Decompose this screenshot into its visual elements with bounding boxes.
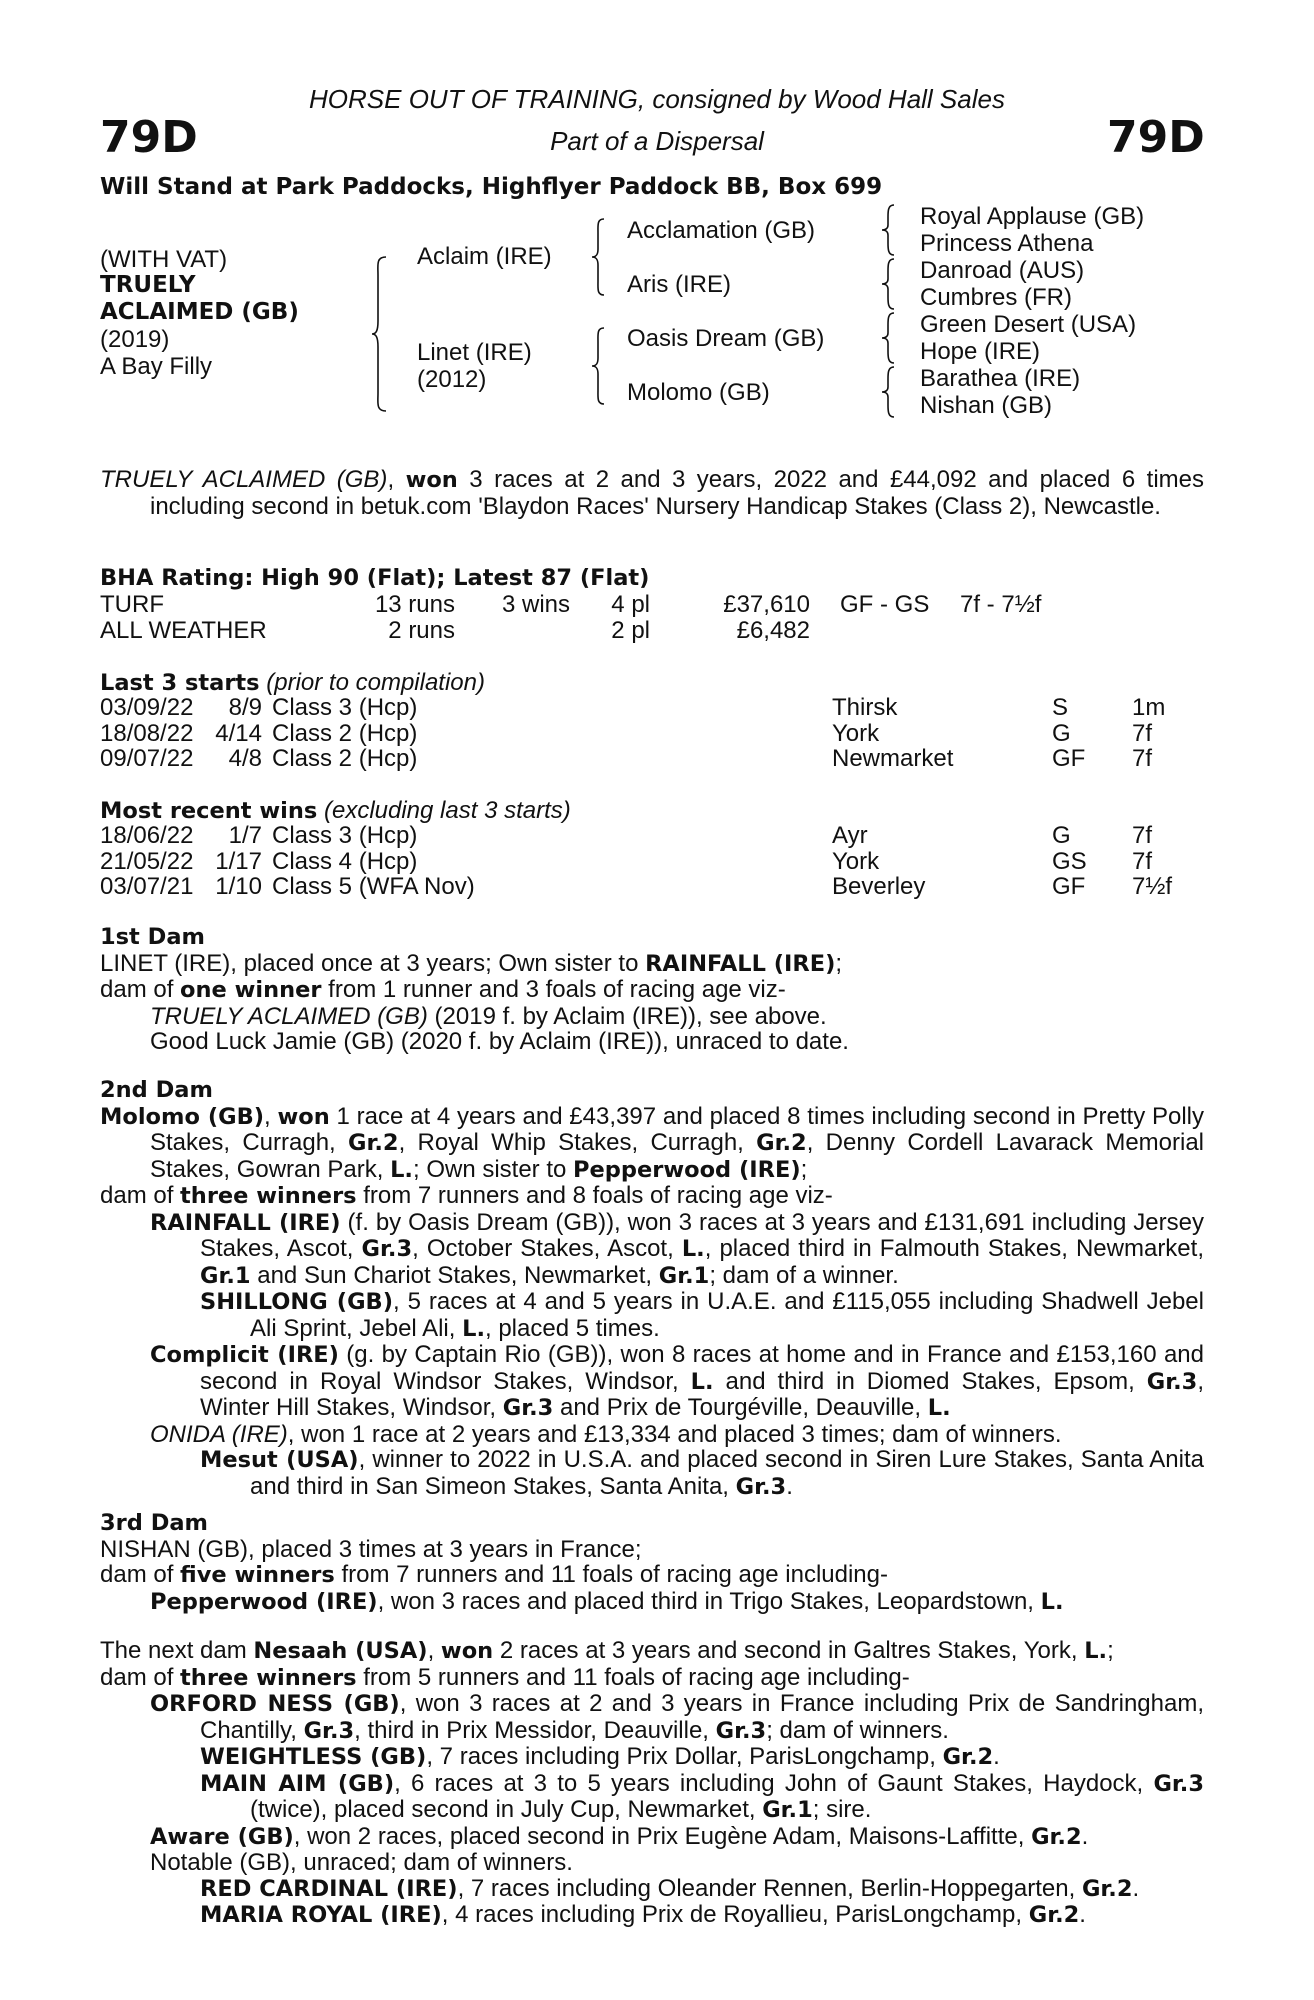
- pedigree-g3: Danroad (AUS): [920, 257, 1085, 284]
- last3-row: [100, 746, 1165, 772]
- text-run: , 5 races at 4 and 5 years in U.A.E. and £115,055 including Shadwell Jebel Ali Sprint, Jebel Ali,: [250, 1288, 1204, 1342]
- win-distance: 7½f: [1132, 873, 1173, 900]
- third-dam-heading: 3rd Dam: [100, 1510, 208, 1536]
- text-run: and Sun Chariot Stakes, Newmarket,: [250, 1261, 659, 1289]
- start-distance: 7f: [1132, 745, 1153, 772]
- produce-name: Pepperwood (IRE): [150, 1588, 378, 1615]
- horse-description: A Bay Filly: [100, 353, 213, 380]
- text-run: , winner to 2022 in U.S.A. and placed second in Siren Lure Stakes, Santa Anita and third in San Simeon Stakes, Santa Anita,: [250, 1446, 1204, 1500]
- text-run: , won 3 races at 2 and 3 years in France including Prix de Sandringham, Chantilly,: [200, 1690, 1204, 1744]
- text-run: ,: [427, 1637, 441, 1664]
- rating-runs: 13 runs: [374, 591, 455, 618]
- rating-runs: 2 runs: [388, 616, 455, 644]
- start-class: Class 3 (Hcp): [272, 694, 418, 721]
- text-run: ;: [800, 1155, 808, 1183]
- dispersal-line: Part of a Dispersal: [550, 126, 764, 156]
- produce-text: (2019 f. by Aclaim (IRE)), see above.: [427, 1002, 827, 1030]
- start-position: 4/8: [228, 745, 262, 772]
- produce-name: WEIGHTLESS (GB): [200, 1744, 427, 1770]
- text-run: Notable (GB), unraced; dam of winners.: [150, 1849, 573, 1876]
- horse-name-line1: TRUELY: [100, 272, 196, 298]
- first-dam-sister: RAINFALL (IRE): [645, 950, 836, 977]
- pedigree-sire-sire: Acclamation (GB): [627, 217, 816, 244]
- rating-surface: TURF: [100, 591, 164, 618]
- win-distance: 7f: [1132, 847, 1153, 875]
- recent-note: (excluding last 3 starts): [323, 797, 571, 824]
- race-summary: TRUELY ACLAIMED (GB), won 3 races at 2 and 3 years, 2022 and £44,092 and placed 6 times including second in betuk.com 'Blaydon Races' Nursery Handicap Stakes (Class 2), Newcastle.: [100, 466, 1204, 520]
- rating-row-turf: [100, 592, 1041, 618]
- winners-count: three winners: [180, 1664, 357, 1691]
- win-position: 1/17: [215, 847, 262, 875]
- rating-going: [810, 618, 960, 644]
- grade-label: Gr.2: [756, 1130, 807, 1156]
- text-run: ; dam of a winner.: [709, 1261, 899, 1289]
- start-going: S: [1052, 694, 1069, 721]
- grade-label: L.: [462, 1315, 485, 1342]
- winners-count: three winners: [180, 1183, 357, 1209]
- recent-row: [100, 823, 1172, 849]
- second-dam-section: [100, 1078, 1204, 1500]
- rating-going: GF - GS: [840, 591, 930, 618]
- last3-row: [100, 721, 1165, 747]
- text-run: , third in Prix Messidor, Deauville,: [354, 1716, 716, 1744]
- grade-label: L.: [681, 1236, 705, 1262]
- last3-note: (prior to compilation): [266, 669, 485, 696]
- summary-won: won: [405, 467, 458, 493]
- grade-label: L.: [390, 1156, 413, 1183]
- summary-text: 3 races at 2 and 3 years, 2022 and £44,092 and placed 6 times including second in betuk.com 'Blaydon Races' Nursery Handicap Stakes (Class 2), Newcastle.: [150, 466, 1204, 520]
- rating-distance: [960, 618, 1041, 644]
- grade-label: Gr.3: [502, 1395, 554, 1421]
- grade-label: Gr.3: [1153, 1770, 1204, 1797]
- pedigree-brace-sire: [590, 217, 608, 297]
- pedigree-brace-g4: [880, 365, 898, 419]
- start-position: 4/14: [215, 719, 262, 747]
- pedigree-sire: Aclaim (IRE): [417, 243, 552, 270]
- win-going: G: [1052, 822, 1071, 849]
- win-distance: 7f: [1132, 822, 1153, 849]
- pedigree-brace-g1: [880, 203, 898, 257]
- grade-label: Gr.2: [1031, 1823, 1082, 1850]
- rating-placed: 2 pl: [611, 616, 650, 644]
- win-class: Class 3 (Hcp): [272, 822, 418, 849]
- text-run: from 7 runners and 8 foals of racing age viz-: [356, 1182, 833, 1209]
- produce-name: TRUELY ACLAIMED (GB): [150, 1002, 428, 1030]
- grade-label: Gr.1: [762, 1797, 813, 1823]
- grade-label: L.: [1040, 1588, 1064, 1615]
- pedigree-g6: Hope (IRE): [920, 338, 1041, 365]
- text-run: .: [1132, 1874, 1140, 1902]
- text-run: won: [277, 1103, 330, 1130]
- second-dam-name: Molomo (GB): [100, 1103, 265, 1130]
- produce-name: Aware (GB): [150, 1823, 294, 1850]
- pedigree-g4: Cumbres (FR): [920, 284, 1073, 311]
- text-run: and Prix de Tourgéville, Deauville,: [553, 1394, 928, 1421]
- win-going: GF: [1052, 873, 1086, 900]
- recent-heading: Most recent wins: [100, 798, 318, 824]
- produce-name: Mesut (USA): [200, 1447, 359, 1473]
- grade-label: Gr.3: [715, 1717, 767, 1744]
- rating-surface: ALL WEATHER: [100, 616, 267, 644]
- pedigree-dam-dam: Molomo (GB): [627, 379, 770, 406]
- horse-year: (2019): [100, 326, 170, 353]
- text-run: , won 2 races, placed second in Prix Eugène Adam, Maisons-Laffitte,: [293, 1822, 1032, 1850]
- rating-heading: BHA Rating: High 90 (Flat); Latest 87 (Flat): [100, 565, 650, 591]
- win-date: 21/05/22: [100, 847, 194, 875]
- third-dam-section: [100, 1511, 1204, 1615]
- rating-table: [100, 592, 1041, 643]
- win-position: 1/7: [228, 822, 262, 849]
- first-dam-section: [100, 925, 1204, 1055]
- win-going: GS: [1052, 847, 1087, 875]
- win-class: Class 4 (Hcp): [272, 847, 418, 875]
- text-run: , 6 races at 3 to 5 years including John of Gaunt Stakes, Haydock,: [394, 1769, 1154, 1797]
- start-date: 09/07/22: [100, 745, 194, 772]
- grade-label: Gr.3: [735, 1473, 787, 1500]
- grade-label: Gr.2: [1081, 1875, 1133, 1902]
- recent-row: [100, 849, 1172, 875]
- start-date: 18/08/22: [100, 719, 194, 747]
- text-run: , October Stakes, Ascot,: [412, 1235, 682, 1262]
- text-run: (f. by Oasis Dream (GB)), won 3 races at 3 years and £131,691 including Jersey Stakes, Ascot,: [200, 1208, 1204, 1262]
- last3-table: [100, 695, 1165, 772]
- start-course: York: [832, 719, 880, 747]
- next-dam-name: Nesaah (USA): [253, 1638, 428, 1664]
- grade-label: Gr.2: [348, 1130, 399, 1156]
- text-run: .: [786, 1472, 793, 1500]
- start-class: Class 2 (Hcp): [272, 745, 418, 772]
- rating-distance: 7f - 7½f: [960, 591, 1042, 618]
- text-run: , Denny Cordell Lavarack Memorial Stakes, Gowran Park,: [150, 1129, 1205, 1183]
- grade-label: Gr.2: [942, 1744, 994, 1770]
- last3-row: [100, 695, 1165, 721]
- text-run: .: [993, 1743, 1000, 1770]
- pedigree-dam-sire: Oasis Dream (GB): [627, 325, 825, 352]
- first-dam-text: dam of: [100, 976, 181, 1003]
- last3-heading-line: [100, 669, 485, 697]
- text-run: 2 races at 3 years and second in Galtres Stakes, York,: [493, 1637, 1085, 1664]
- start-going: GF: [1052, 745, 1086, 772]
- text-run: , won 1 race at 2 years and £13,334 and placed 3 times; dam of winners.: [287, 1420, 1062, 1448]
- pedigree-g8: Nishan (GB): [920, 392, 1053, 419]
- rating-prize-money: £6,482: [736, 616, 810, 644]
- first-dam-text: LINET (IRE), placed once at 3 years; Own sister to: [100, 949, 646, 977]
- rating-wins: [455, 618, 570, 644]
- text-run: dam of: [100, 1561, 181, 1588]
- grade-label: Gr.3: [361, 1236, 413, 1262]
- win-date: 03/07/21: [100, 873, 194, 900]
- first-dam-text: from 1 runner and 3 foals of racing age viz-: [321, 976, 786, 1003]
- rating-section: [100, 566, 1204, 592]
- lot-number-right: 79D: [1107, 112, 1205, 163]
- win-date: 18/06/22: [100, 822, 194, 849]
- grade-label: Gr.3: [1146, 1368, 1198, 1395]
- win-position: 1/10: [215, 873, 262, 900]
- text-run: won: [440, 1638, 494, 1664]
- win-course: Ayr: [832, 822, 868, 849]
- rating-placed: 4 pl: [611, 591, 650, 618]
- grade-label: Gr.2: [1028, 1902, 1080, 1928]
- pedigree-g7: Barathea (IRE): [920, 365, 1081, 392]
- text-run: from 7 runners and 11 foals of racing age including-: [334, 1561, 888, 1588]
- pedigree-brace-g2: [880, 257, 898, 311]
- winners-count: five winners: [180, 1562, 335, 1588]
- second-dam-heading: 2nd Dam: [100, 1077, 213, 1103]
- pedigree-g1: Royal Applause (GB): [920, 203, 1145, 230]
- grade-label: Gr.1: [658, 1262, 710, 1289]
- sister-name: Pepperwood (IRE): [573, 1156, 801, 1183]
- text-run: The next dam: [100, 1637, 254, 1664]
- grade-label: L.: [927, 1395, 951, 1421]
- start-position: 8/9: [228, 694, 262, 721]
- produce-name: RED CARDINAL (IRE): [200, 1875, 458, 1902]
- text-run: and third in Diomed Stakes, Epsom,: [713, 1367, 1147, 1395]
- pedigree-dam-year: (2012): [417, 366, 487, 393]
- pedigree-brace-g3: [880, 311, 898, 365]
- grade-label: Gr.1: [200, 1262, 251, 1289]
- produce-name: SHILLONG (GB): [200, 1289, 393, 1315]
- text-run: .: [1079, 1901, 1086, 1928]
- text-run: from 5 runners and 11 foals of racing age including-: [356, 1663, 910, 1691]
- recent-heading-line: [100, 797, 571, 825]
- produce-name: MARIA ROYAL (IRE): [200, 1902, 442, 1928]
- pedigree-dam: Linet (IRE): [417, 339, 532, 366]
- text-run: 1 race at 4 years and £43,397 and placed 8 times including second in Pretty Polly Stakes, Curragh,: [150, 1102, 1204, 1156]
- produce-name: Complicit (IRE): [150, 1342, 339, 1368]
- rating-row-aw: [100, 618, 1041, 644]
- text-run: dam of: [100, 1663, 181, 1691]
- start-class: Class 2 (Hcp): [272, 719, 418, 747]
- vat-note: (WITH VAT): [100, 246, 228, 273]
- text-run: , Royal Whip Stakes, Curragh,: [398, 1129, 757, 1156]
- consignment-line: HORSE OUT OF TRAINING, consigned by Wood Hall Sales: [309, 84, 1005, 114]
- recent-row: [100, 874, 1172, 900]
- text-run: .: [1081, 1822, 1089, 1850]
- text-run: ; dam of winners.: [766, 1716, 949, 1744]
- first-dam-text: ;: [835, 949, 843, 977]
- text-run: , 4 races including Prix de Royallieu, ParisLongchamp,: [441, 1901, 1029, 1928]
- text-run: , placed 5 times.: [485, 1314, 660, 1342]
- start-date: 03/09/22: [100, 694, 194, 721]
- pedigree-g5: Green Desert (USA): [920, 311, 1137, 338]
- grade-label: Gr.3: [303, 1717, 355, 1744]
- first-dam-heading: 1st Dam: [100, 924, 205, 950]
- grade-label: L.: [1084, 1638, 1108, 1664]
- start-course: Thirsk: [832, 694, 898, 721]
- win-class: Class 5 (WFA Nov): [272, 873, 475, 900]
- pedigree-g2: Princess Athena: [920, 230, 1094, 257]
- text-run: ; sire.: [812, 1796, 872, 1823]
- text-run: , placed third in Falmouth Stakes, Newmarket,: [704, 1235, 1204, 1262]
- produce-text: Good Luck Jamie (GB) (2020 f. by Aclaim (IRE)), unraced to date.: [150, 1028, 849, 1055]
- start-course: Newmarket: [832, 745, 954, 772]
- win-course: Beverley: [832, 873, 926, 900]
- start-distance: 1m: [1132, 694, 1166, 721]
- horse-name-line2: ACLAIMED (GB): [100, 299, 299, 325]
- pedigree-sire-dam: Aris (IRE): [627, 271, 731, 298]
- win-course: York: [832, 847, 880, 875]
- text-run: , 7 races including Prix Dollar, ParisLongchamp,: [426, 1743, 943, 1770]
- pedigree-brace-main: [370, 255, 390, 413]
- start-going: G: [1052, 719, 1071, 747]
- text-run: , won 3 races and placed third in Trigo Stakes, Leopardstown,: [377, 1587, 1041, 1615]
- text-run: ; Own sister to: [412, 1155, 574, 1183]
- text-run: dam of: [100, 1182, 181, 1209]
- text-run: (twice), placed second in July Cup, Newmarket,: [250, 1796, 763, 1823]
- text-run: , Winter Hill Stakes, Windsor,: [200, 1367, 1205, 1421]
- rating-prize-money: £37,610: [723, 591, 810, 618]
- summary-horse-name: TRUELY ACLAIMED (GB): [100, 466, 388, 493]
- produce-name: ORFORD NESS (GB): [150, 1691, 400, 1717]
- text-run: ,: [264, 1102, 278, 1130]
- pedigree-brace-dam: [590, 326, 608, 406]
- lot-number-left: 79D: [100, 112, 198, 163]
- produce-name: RAINFALL (IRE): [150, 1209, 341, 1236]
- text-run: (g. by Captain Rio (GB)), won 8 races at home and in France and £153,160 and second in Royal Windsor Stakes, Windsor,: [200, 1341, 1204, 1395]
- stand-location: Will Stand at Park Paddocks, Highflyer Paddock BB, Box 699: [100, 174, 883, 200]
- last3-heading: Last 3 starts: [100, 670, 260, 696]
- grade-label: L.: [690, 1368, 714, 1395]
- produce-name: MAIN AIM (GB): [200, 1770, 395, 1797]
- start-distance: 7f: [1132, 719, 1153, 747]
- first-dam-winners: one winner: [180, 977, 322, 1003]
- text-run: NISHAN (GB), placed 3 times at 3 years in France;: [100, 1535, 642, 1563]
- next-dam-section: [100, 1638, 1204, 1929]
- produce-name: ONIDA (IRE): [150, 1420, 288, 1448]
- recent-table: [100, 823, 1172, 900]
- text-run: ;: [1107, 1637, 1114, 1664]
- text-run: , 7 races including Oleander Rennen, Berlin-Hoppegarten,: [457, 1874, 1082, 1902]
- rating-wins: 3 wins: [501, 591, 570, 618]
